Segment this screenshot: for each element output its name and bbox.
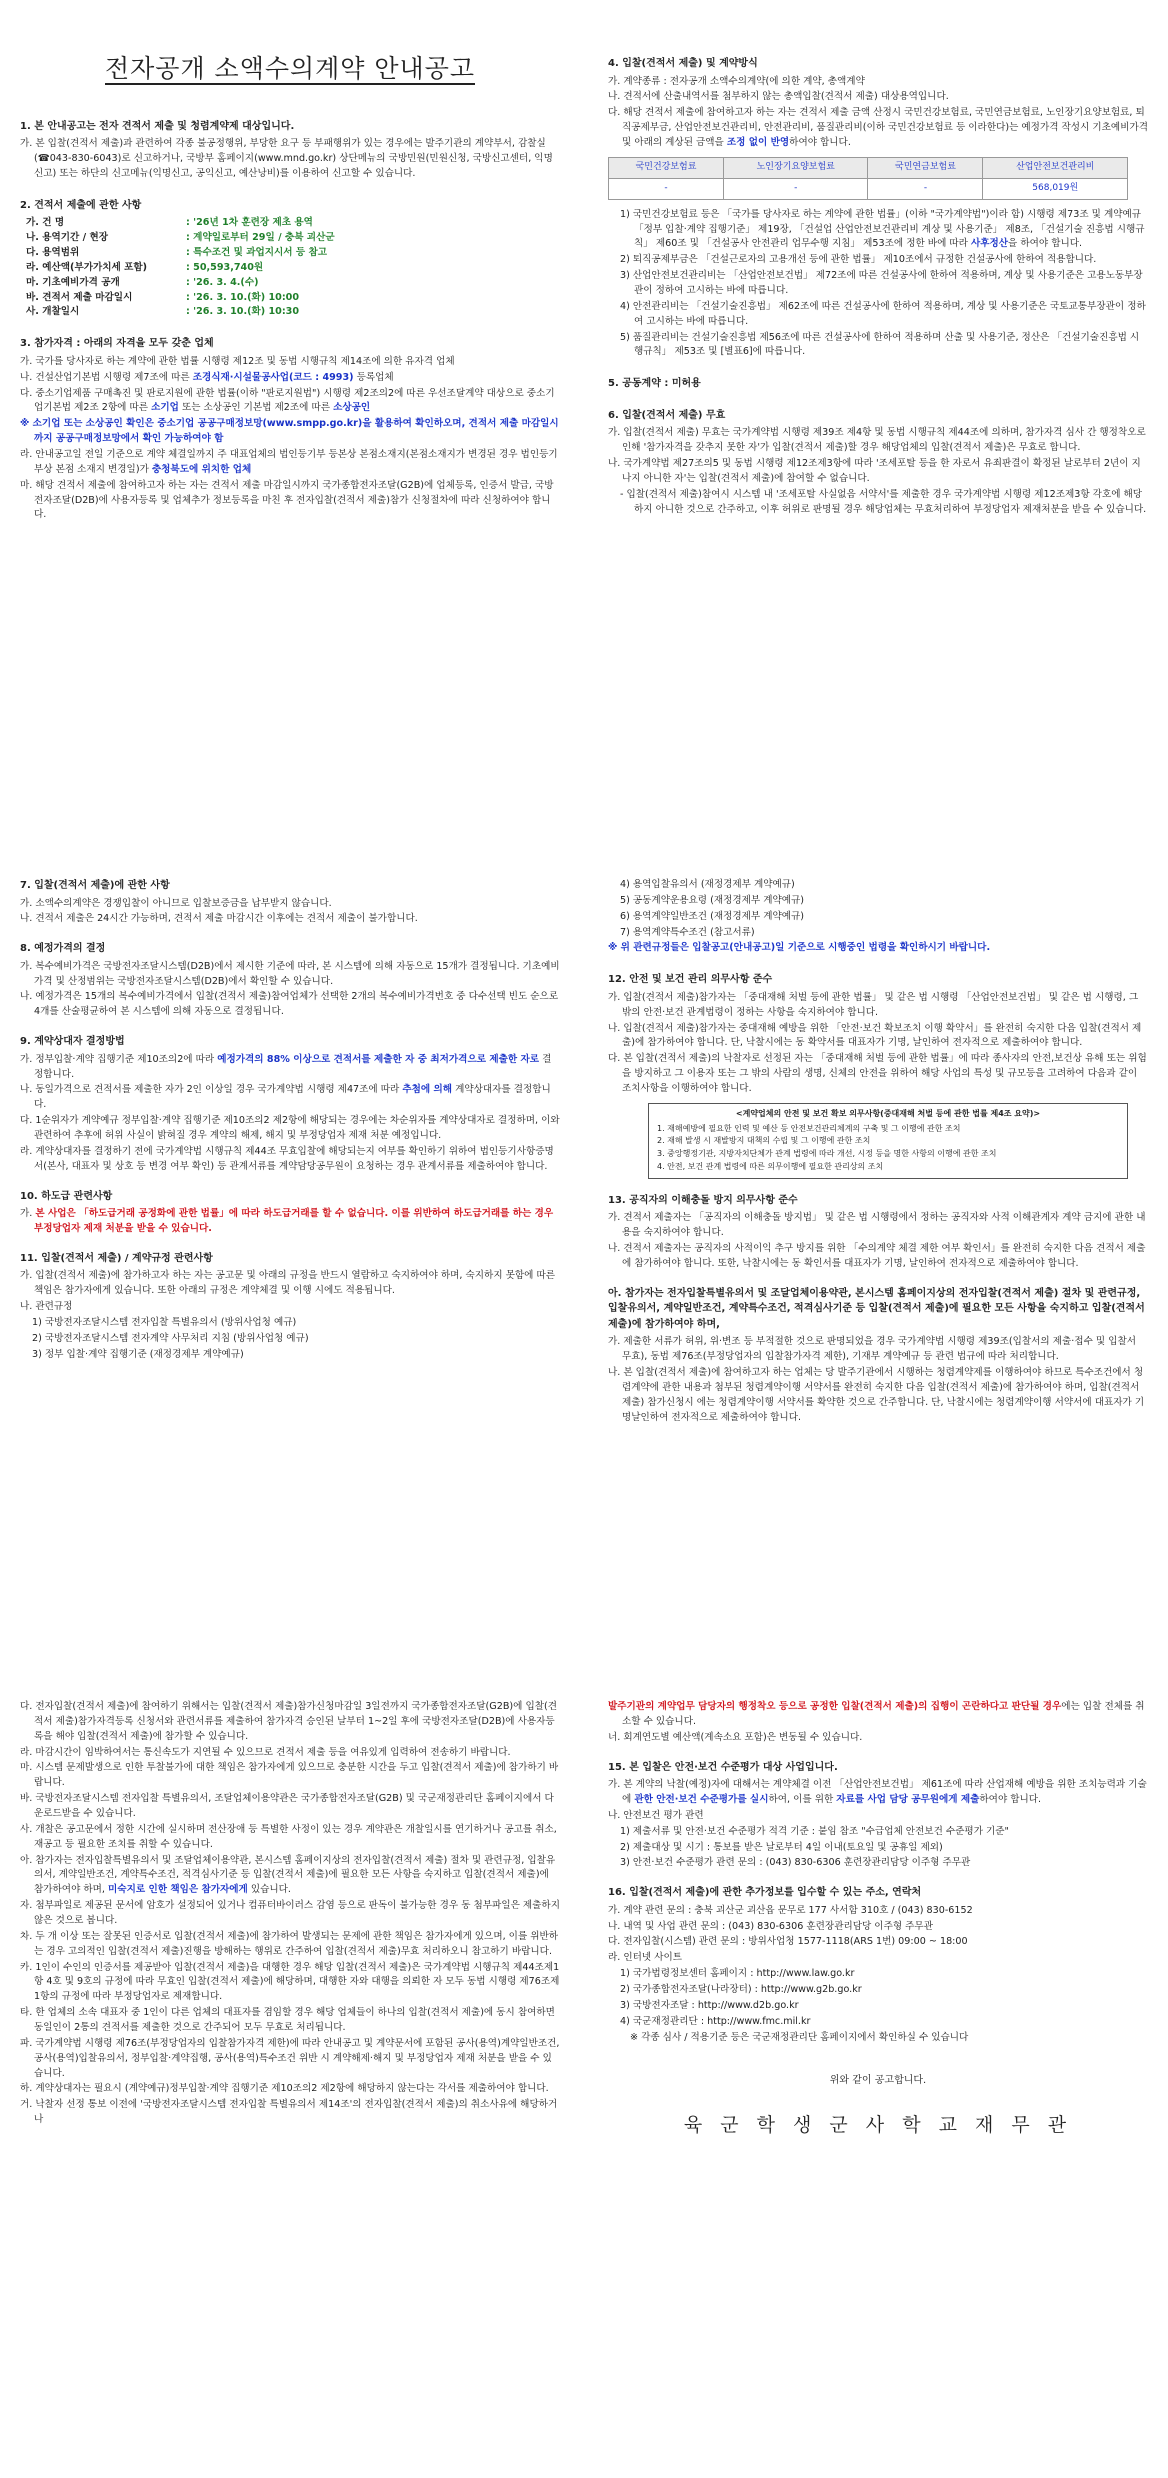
paragraph: 나. 건설산업기본법 시행령 제7조에 따른 조경식재·시설물공사업(코드 : 4993) 등록업체	[20, 371, 394, 383]
note: ※ 위 관련규정들은 입찰공고(안내공고)일 기준으로 시행중인 법령을 확인하시기 바랍니다.	[608, 942, 991, 954]
site-link[interactable]: 2) 국가종합전자조달(나라장터) : http://www.g2b.go.kr	[620, 1984, 862, 1996]
list-item: 3) 안전·보건 수준평가 관련 문의 : (043) 830-6306 훈련장관리담당 이주형 주무관	[620, 1857, 971, 1869]
paragraph: 2) 퇴직공제부금은 「건설근로자의 고용개선 등에 관한 법률」 제10조에서 규정한 건설공사에 한하여 적용합니다.	[620, 254, 1097, 266]
info-row: 다. 용역범위 : 특수조건 및 과업지시서 등 참고	[26, 247, 328, 259]
paragraph: 나. 견적서에 산출내역서를 첨부하지 않는 총액입찰(견적서 제출) 대상용역입니다.	[608, 91, 949, 103]
box-item: 3. 중앙행정기관, 지방자치단체가 관계 법령에 따라 개선, 시정 등을 명한 사항의 이행에 관한 조치	[657, 1149, 997, 1159]
paragraph: 나. 예정가격은 15개의 복수예비가격에서 입찰(견적서 제출)참여업체가 선택한 2개의 복수예비가격번호 중 다수선택 빈도 순으로 4개를 산술평균하여 본 시스템에 의해 자동으로 결정됩니다.	[20, 991, 559, 1018]
section-11	[20, 1251, 560, 1363]
paragraph: 가. 견적서 제출자는 「공직자의 이해충돌 방지법」 및 같은 법 시행령에서 정하는 공직자와 사적 이해관계자 계약 금지에 관한 내용을 숙지하여야 합니다.	[608, 1212, 1146, 1239]
section-14	[608, 1286, 1148, 1426]
section-8	[20, 941, 560, 1020]
section-heading: 6. 입찰(견적서 제출) 무효	[608, 409, 726, 421]
paragraph: 나. 국가계약법 제27조의5 및 동법 시행령 제12조제3항에 따라 '조세포탈 등을 한 자로서 유죄판결이 확정된 날로부터 2년이 지나지 아니한 자'는 입찰(견적서 제출)에 참여할 수 없습니다.	[608, 457, 1141, 484]
table-cell: -	[868, 178, 983, 199]
section-11-cont	[608, 878, 1148, 956]
info-row: 마. 기초예비가격 공개 : '26. 3. 4.(수)	[26, 276, 259, 288]
paragraph: 라. 안내공고일 전일 기준으로 계약 체결일까지 주 대표업체의 법인등기부 등본상 본점소재지(본점소재지가 변경된 경우 법인등기부상 본점 소재지 변경일)가 충청북도에 위치한 업체	[20, 449, 558, 475]
table-header: 국민건강보험료	[609, 157, 724, 178]
paragraph: 가. 제출한 서류가 허위, 위·변조 등 부적절한 것으로 판명되었을 경우 국가계약법 시행령 제39조(입찰서의 제출·접수 및 입찰서 무효), 동법 제76조(부정당업자의 입찰참가자격 제한), 기재부 계약예규 등 관련 법규에 따라 처리합니다.	[608, 1336, 1137, 1363]
box-item: 2. 재해 발생 시 재발방지 대책의 수립 및 그 이행에 관한 조치	[657, 1136, 871, 1146]
paragraph: 나. 견적서 제출자는 공직자의 사적이익 추구 방지를 위한 「수의계약 체결 제한 여부 확인서」를 완전히 숙지한 다음 견적서 제출에 참가하여야 합니다. 또한, 낙찰시에는 동 확인서를 대표자가 기명, 날인하여 전자적으로 제출하여야 합니다.	[608, 1243, 1146, 1269]
table-cell: -	[724, 178, 868, 199]
section-heading: 5. 공동계약 : 미허용	[608, 378, 701, 390]
column-2-right	[608, 878, 1148, 1436]
list-item: 4) 용역입찰유의서 (재정경제부 계약예규)	[620, 879, 795, 890]
paragraph: 나. 입찰(견적서 제출)참가자는 중대재해 예방을 위한 「안전·보건 확보조치 이행 확약서」를 완전히 숙지한 다음 입찰(견적서 제출)에 참가하여야 합니다. 단, 낙찰시에는 동 확약서를 대표자가 기명, 날인하여 전자적으로 제출하여야 합니다.	[608, 1022, 1142, 1049]
box-item: 1. 재해예방에 필요한 인력 및 예산 등 안전보건관리체계의 구축 및 그 이행에 관한 조치	[657, 1123, 961, 1133]
list-item: 2) 국방전자조달시스템 전자계약 사무처리 지침 (방위사업청 예규)	[32, 1332, 309, 1344]
paragraph: 가. 국가를 당사자로 하는 계약에 관한 법률 시행령 제12조 및 동법 시행규칙 제14조에 의한 유자격 업체	[20, 355, 455, 367]
section-heading: 3. 참가자격 : 아래의 자격을 모두 갖춘 업체	[20, 338, 214, 350]
section-heading: 11. 입찰(견적서 제출) / 계약규정 관련사항	[20, 1252, 213, 1264]
paragraph: 가. 복수예비가격은 국방전자조달시스템(D2B)에서 제시한 기준에 따라, 본 시스템에 의해 자동으로 15개가 결정됩니다. 기초예비가격 및 산정범위는 국방전자조달시스템(D2B)에서 확인할 수 있습니다.	[20, 960, 560, 987]
paragraph: 다. 중소기업제품 구매촉진 및 판로지원에 관한 법률(이하 "판로지원법") 시행령 제2조의2에 따른 우선조달계약 대상으로 중소기업기본법 제2조 2항에 따른 소기업 또는 소상공인 기본법 제2조에 따른 소상공인	[20, 387, 555, 414]
section-heading: 9. 계약상대자 결정방법	[20, 1036, 125, 1048]
paragraph: 카. 1인이 수인의 인증서를 제공받아 입찰(견적서 제출)을 대행한 경우 해당 입찰(견적서 제출)은 국가계약법 시행규칙 제44조제1항 4호 및 9호의 규정에 따라 무효인 입찰(견적서 제출)에 해당하며, 대행한 자와 대행을 의뢰한 자 모두 동법 시행령 제76조제1항의 규정에 따라 부정당업자로 제재합니다.	[20, 1961, 560, 2003]
paragraph: 라. 계약상대자를 결정하기 전에 국가계약법 시행규칙 제44조 무효입찰에 해당되는지 여부를 확인하기 위하여 법인등기사항증명서(본사, 대표자 및 상호 등 변경 여부 확인) 등 관계서류를 계약담당공무원이 요청하는 경우 관계서류를 제출하여야 합니다.	[20, 1145, 554, 1172]
list-item: 1) 제출서류 및 안전·보건 수준평가 적격 기준 : 붙임 참조 "수급업체 안전보건 수준평가 기준"	[620, 1825, 1009, 1837]
paragraph: - 입찰(견적서 제출)참여시 시스템 내 '조세포탈 사실없음 서약서'를 제출한 경우 국가계약법 시행령 제12조제3항 각호에 해당하지 아니한 것으로 간주하고, 이후 허위로 판명될 경우 해당업체는 무효처리하여 부정당업자 제재처분을 받을 수 있습니다.	[620, 488, 1147, 515]
paragraph: 타. 한 업체의 소속 대표자 중 1인이 다른 업체의 대표자를 겸임할 경우 해당 업체들이 하나의 입찰(견적서 제출)에 동시 참여하면 동일인이 2통의 견적서를 제출한 것으로 간주되어 모두 무효로 처리됩니다.	[20, 2007, 555, 2034]
column-3-left	[20, 1700, 560, 2139]
table-header: 국민연금보험료	[868, 157, 983, 178]
section-heading: 2. 견적서 제출에 관한 사항	[20, 199, 142, 211]
note: ※ 각종 심사 / 적용기준 등은 국군재정관리단 홈페이지에서 확인하실 수 있습니다	[630, 2031, 969, 2043]
note: ※ 소기업 또는 소상공인 확인은 중소기업 공공구매정보망(www.smpp.go.kr)을 활용하여 확인하오며, 견적서 제출 마감일시까지 공공구매정보망에서 확인 가능하여야 함	[20, 418, 559, 445]
section-1	[20, 119, 560, 182]
paragraph: 가. 본 사업은 「하도급거래 공정화에 관한 법률」에 따라 하도급거래를 할 수 없습니다. 이를 위반하여 하도급거래를 하는 경우 부정당업자 제재 처분을 받을 수 있습니다.	[20, 1208, 554, 1234]
paragraph: 가. 입찰(견적서 제출)에 참가하고자 하는 자는 공고문 및 아래의 규정을 반드시 열람하고 숙지하여야 하며, 숙지하지 못함에 따른 책임은 참가자에게 있습니다. 또한 아래의 규정은 계약체결 및 이행 시에도 적용됩니다.	[20, 1270, 556, 1297]
paragraph: 라. 마감시간이 임박하여서는 통신속도가 지연될 수 있으므로 견적서 제출 등을 여유있게 입력하여 전송하기 바랍니다.	[20, 1746, 511, 1758]
info-row: 가. 건 명 : '26년 1차 훈련장 제초 용역	[26, 217, 313, 229]
info-row: 라. 예산액(부가가치세 포함) : 50,593,740원	[26, 261, 264, 273]
section-16	[608, 1885, 1148, 2045]
column-1-right	[608, 56, 1148, 528]
section-9	[20, 1034, 560, 1174]
section-heading: 8. 예정가격의 결정	[20, 943, 106, 955]
paragraph: 다. 본 입찰(견적서 제출)의 낙찰자로 선정된 자는 「중대재해 처벌 등에 관한 법률」에 따라 종사자의 안전,보건상 유해 또는 위험을 방지하고 그 이용자 또는 그 밖의 사람의 생명, 신체의 안전을 위하여 해당 사업의 특성 및 규모등을 고려하여 다음과 같이 조치사항을 이행하여야 합니다.	[608, 1053, 1147, 1094]
section-heading: 10. 하도급 관련사항	[20, 1190, 113, 1202]
section-heading: 13. 공직자의 이해충돌 방지 의무사항 준수	[608, 1194, 798, 1206]
column-1-left	[20, 40, 560, 534]
section-3	[20, 336, 560, 523]
paragraph: 나. 관련규정	[20, 1300, 73, 1312]
paragraph: 마. 시스템 문제발생으로 인한 투찰불가에 대한 책임은 참가자에게 있으므로 충분한 시간을 두고 입찰(견적서 제출)에 참가하기 바랍니다.	[20, 1762, 559, 1789]
paragraph: 5) 품질관리비는 건설기술진흥법 제56조에 따른 건설공사에 한하여 적용하며 산출 및 사용기준, 정산은 「건설기술진흥법 시행규칙」 제53조 및 [별표6]에 따릅니다.	[620, 331, 1140, 358]
paragraph: 다. 전자입찰(견적서 제출)에 참여하기 위해서는 입찰(견적서 제출)참가신청마감일 3일전까지 국가종합전자조달(G2B)에 입찰(견적서 제출)참가자격등록 신청서와 관련서류를 제출하여 참가자격 승인된 날부터 1~2일 후에 국방전자조달(D2B)에 사용자등록을 해야 입찰(견적서 제출)에 참가할 수 있습니다.	[20, 1701, 558, 1742]
contact-line: 라. 인터넷 사이트	[608, 1952, 683, 1964]
table-header: 산업안전보건관리비	[983, 157, 1128, 178]
contact-line: 나. 내역 및 사업 관련 문의 : (043) 830-6306 훈련장관리담당 이주형 주무관	[608, 1920, 933, 1932]
obligation-box	[648, 1103, 1128, 1179]
paragraph: 나. 본 입찰(견적서 제출)에 참여하고자 하는 업체는 당 발주기관에서 시행하는 청렴계약제를 이행하여야 하므로 특수조건에서 청렴계약에 관한 내용과 첨부된 청렴계약이행 서약서를 완전히 숙지한 다음 입찰(견적서 제출)에 참가하여야 하며, 입찰(견적서 제출) 참가신청시 에는 청렴계약이행 서약서를 확약한 것으로 간주합니다. 단, 낙찰시에는 청렴계약이행 서약서에 대표자가 기명날인하여 전자적으로 제출하여야 합니다.	[608, 1366, 1145, 1423]
section-13	[608, 1193, 1148, 1272]
paragraph: 아. 참가자는 전자입찰특별유의서 및 조달업체이용약관, 본시스템 홈페이지상의 전자입찰(견적서 제출) 절차 및 관련규정, 입찰유의서, 계약일반조건, 계약특수조건, 적격심사기준 등 입찰(견적서 제출)에 필요한 모든 사항을 숙지하고 입찰(견적서 제출)에 참가하여야 하며, 미숙지로 인한 책임은 참가자에게 있습니다.	[20, 1854, 556, 1896]
paragraph: 가. 본 입찰(견적서 제출)과 관련하여 각종 불공정행위, 부당한 요구 등 부패행위가 있는 경우에는 발주기관의 계약부서, 감찰실(☎043-830-6043)로 신고하거나, 국방부 홈페이지(www.mnd.go.kr) 상단메뉴의 국방민원(민원신청, 국방신고센터, 익명신고) 또는 하단의 신고메뉴(익명신고, 공익신고, 예산낭비)를 이용하여 신고할 수 있습니다.	[20, 138, 553, 179]
paragraph: 4) 안전관리비는 「건설기술진흥법」 제62조에 따른 건설공사에 한하여 적용하며, 계상 및 사용기준은 국토교통부장관이 정하여 고시하는 바에 따릅니다.	[620, 300, 1146, 327]
info-row: 나. 용역기간 / 현장 : 계약일로부터 29일 / 충북 괴산군	[26, 232, 335, 244]
paragraph: 자. 첨부파일로 제공된 문서에 암호가 설정되어 있거나 컴퓨터바이러스 감염 등으로 판독이 불가능한 경우 동 첨부파일은 제출하지 않은 것으로 봅니다.	[20, 1900, 560, 1927]
paragraph: 바. 국방전자조달시스템 전자입찰 특별유의서, 조달업체이용약관은 국가종합전자조달(G2B) 및 국군재정관리단 홈페이지에서 다운로드받을 수 있습니다.	[20, 1793, 554, 1820]
paragraph: 나. 동일가격으로 견적서를 제출한 자가 2인 이상일 경우 국가계약법 시행령 제47조에 따라 추첨에 의해 계약상대자를 결정합니다.	[20, 1084, 551, 1111]
paragraph: 가. 입찰(견적서 제출)참가자는 「중대재해 처벌 등에 관한 법률」 및 같은 법 시행령 「산업안전보건법」 및 같은 법 시행령, 그 밖의 안전·보건 관계법령이 정하는 사항을 숙지하여야 합니다.	[608, 991, 1139, 1018]
info-row: 바. 견적서 제출 마감일시 : '26. 3. 10.(화) 10:00	[26, 291, 300, 303]
paragraph: 발주기관의 계약업무 담당자의 행정착오 등으로 공정한 입찰(견적서 제출)의 집행이 곤란하다고 판단될 경우에는 입찰 전체를 취소할 수 있습니다.	[608, 1701, 1145, 1727]
section-14-cont2	[608, 1700, 1148, 1746]
paragraph: 3) 산업안전보건관리비는 「산업안전보건법」 제72조에 따른 건설공사에 한하여 적용하며, 계상 및 사용기준은 고용노동부장관이 정하여 고시하는 바에 따릅니다.	[620, 270, 1143, 296]
paragraph: 마. 해당 견적서 제출에 참여하고자 하는 자는 견적서 제출 마감일시까지 국가종합전자조달(G2B)에 업체등록, 인증서 발급, 국방전자조달(D2B)에 사용자등록 및 업체추가 정보등록을 마친 후 전자입찰(견적서 제출)참가 신청절차에 따라 신청하여야 합니다.	[20, 479, 554, 521]
paragraph: 차. 두 개 이상 또는 잘못된 인증서로 입찰(견적서 제출)에 참가하여 발생되는 문제에 관한 책임은 참가자에게 있으며, 이를 위반하는 경우 고의적인 입찰(견적서 제출)진행을 방해하는 행위로 간주하여 입찰(견적서 제출)무효 처리하오니 참고하기 바랍니다.	[20, 1930, 559, 1957]
column-3-right	[608, 1700, 1148, 2140]
list-item: 6) 용역계약일반조건 (재정경제부 계약예규)	[620, 910, 805, 922]
paragraph: 가. 계약종류 : 전자공개 소액수의계약(에 의한 계약, 총액계약	[608, 75, 865, 87]
section-4	[608, 56, 1148, 360]
list-item: 2) 제출대상 및 시기 : 통보를 받은 날로부터 4일 이내(토요일 및 공휴일 제외)	[620, 1841, 943, 1853]
paragraph: 가. 본 계약의 낙찰(예정)자에 대해서는 계약체결 이전 「산업안전보건법」 제61조에 따라 산업재해 예방을 위한 조치능력과 기술에 관한 안전·보건 수준평가를 실시하여, 이를 위한 자료를 사업 담당 공무원에게 제출하여야 합니다.	[608, 1779, 1147, 1805]
paragraph: 가. 정부입찰·계약 집행기준 제10조의2에 따라 예정가격의 88% 이상으로 견적서를 제출한 자 중 최저가격으로 제출한 자로 결정합니다.	[20, 1053, 552, 1080]
paragraph: 다. 1순위자가 계약예규 정부입찰·계약 집행기준 제10조의2 제2항에 해당되는 경우에는 차순위자를 계약상대자로 결정하며, 이와 관련하여 추후에 허위 사실이 밝혀질 경우 계약의 해제, 해지 및 부정당업자 제재 처분 예정입니다.	[20, 1115, 560, 1141]
site-link[interactable]: 3) 국방전자조달 : http://www.d2b.go.kr	[620, 1999, 799, 2011]
section-10	[20, 1189, 560, 1237]
box-title: <계약업체의 안전 및 보건 확보 의무사항(중대재해 처벌 등에 관한 법률 제4조 요약)>	[735, 1108, 1041, 1118]
paragraph: 하. 계약상대자는 필요시 (계약예규)정부입찰·계약 집행기준 제10조의2 제2항에 해당하지 않는다는 각서를 제출하여야 합니다.	[20, 2083, 549, 2095]
paragraph: 사. 개찰은 공고문에서 정한 시간에 실시하며 전산장애 등 특별한 사정이 있는 경우 계약관은 개찰일시를 연기하거나 공고를 취소, 재공고 등 필요한 조치를 취할 수 있습니다.	[20, 1823, 557, 1850]
contact-line: 다. 전자입찰(시스템) 관련 문의 : 방위사업청 1577-1118(ARS 1번) 09:00 ~ 18:00	[608, 1936, 968, 1948]
closing-text: 위와 같이 공고합니다.	[829, 2075, 927, 2087]
paragraph: 다. 해당 견적서 제출에 참여하고자 하는 자는 견적서 제출 금액 산정시 국민건강보험료, 국민연금보험료, 노인장기요양보험료, 퇴직공제부금, 산업안전보건관리비, 안전관리비, 품질관리비(이하 국민건강보험료 등 이라한다)는 예정가격 작성시 기초예비가격 및 아래의 계상된 금액을 조정 없이 반영하여야 합니다.	[608, 107, 1148, 148]
site-link[interactable]: 1) 국가법령정보센터 홈페이지 : http://www.law.go.kr	[620, 1968, 855, 1980]
insurance-table	[608, 157, 1128, 200]
section-15	[608, 1760, 1148, 1872]
section-7	[20, 878, 560, 927]
box-item: 4. 안전, 보건 관계 법령에 따른 의무이행에 필요한 관리상의 조치	[657, 1162, 884, 1171]
section-heading: 4. 입찰(견적서 제출) 및 계약방식	[608, 58, 758, 69]
paragraph: 1) 국민건강보험료 등은 「국가를 당사자로 하는 계약에 관한 법률」(이하 "국가계약법")이라 함) 시행령 제73조 및 계약예규 「정부 입찰·계약 집행기준」 제19장, 「건설업 산업안전보건관리비 계상 및 사용기준」 제8조, 「건설기술 진흥법 시행규칙」 제60조 및 「건설공사 안전관리 업무수행 지침」 제53조에 정한 바에 따라 사후정산을 하여야 합니다.	[620, 208, 1145, 250]
contact-line: 가. 계약 관련 문의 : 충북 괴산군 괴산읍 문무로 177 사서함 310호 / (043) 830-6152	[608, 1904, 973, 1916]
section-heading: 7. 입찰(견적서 제출)에 관한 사항	[20, 880, 170, 891]
section-2	[20, 198, 560, 321]
section-14-cont	[20, 1700, 560, 2128]
section-5	[608, 376, 1148, 392]
paragraph: 나. 견적서 제출은 24시간 가능하며, 견적서 제출 마감시간 이후에는 견적서 제출이 불가합니다.	[20, 913, 418, 925]
table-cell: 568,019원	[983, 178, 1128, 199]
section-heading: 16. 입찰(견적서 제출)에 관한 추가정보를 입수할 수 있는 주소, 연락처	[608, 1887, 922, 1899]
table-cell: -	[609, 178, 724, 199]
section-heading: 1. 본 안내공고는 전자 견적서 제출 및 청렴계약제 대상입니다.	[20, 120, 295, 132]
table-header: 노인장기요양보험료	[724, 157, 868, 178]
column-2-left	[20, 878, 560, 1373]
paragraph: 가. 소액수의계약은 경쟁입찰이 아니므로 입찰보증금을 납부받지 않습니다.	[20, 897, 332, 909]
paragraph: 나. 안전보건 평가 관련	[608, 1809, 704, 1821]
list-item: 5) 공동계약운용요령 (재정경제부 계약예규)	[620, 894, 805, 906]
document-title: 전자공개 소액수의계약 안내공고	[105, 54, 475, 83]
site-link[interactable]: 4) 국군재정관리단 : http://www.fmc.mil.kr	[620, 2015, 811, 2027]
section-heading: 12. 안전 및 보건 관리 의무사항 준수	[608, 974, 773, 986]
section-heading: 15. 본 입찰은 안전·보건 수준평가 대상 사업입니다.	[608, 1761, 838, 1773]
paragraph: 파. 국가계약법 시행령 제76조(부정당업자의 입찰참가자격 제한)에 따라 안내공고 및 계약문서에 포함된 공사(용역)계약일반조건, 공사(용역)입찰유의서, 정부입찰·계약집행, 공사(용역)특수조건 위반 시 계약해제·해지 및 부정당업자 제재 처분을 받을 수 있습니다.	[20, 2037, 560, 2079]
section-heading: 아. 참가자는 전자입찰특별유의서 및 조달업체이용약관, 본시스템 홈페이지상의 전자입찰(견적서 제출) 절차 및 관련규정, 입찰유의서, 계약일반조건, 계약특수조건, 적격심사기준 등 입찰(견적서 제출)에 필요한 모든 사항을 숙지하고 입찰(견적서 제출)에 참가하여야 하며,	[608, 1287, 1145, 1330]
list-item: 1) 국방전자조달시스템 전자입찰 특별유의서 (방위사업청 예규)	[32, 1316, 297, 1328]
list-item: 3) 정부 입찰·계약 집행기준 (재정경제부 계약예규)	[32, 1348, 244, 1360]
paragraph: 가. 입찰(견적서 제출) 무효는 국가계약법 시행령 제39조 제4항 및 동법 시행규칙 제44조에 의하며, 참가자격 심사 간 행정착오로 인해 '참가자격을 갖추지 못한 자'가 입찰(견적서 제출)할 경우 해당업체의 입찰(견적서 제출)은 무효로 합니다.	[608, 427, 1146, 454]
list-item: 7) 용역계약특수조건 (참고서류)	[620, 926, 755, 938]
section-12	[608, 972, 1148, 1179]
section-6	[608, 408, 1148, 518]
paragraph: 거. 낙찰자 선정 통보 이전에 '국방전자조달시스템 전자입찰 특별유의서 제14조'의 전자입찰(견적서 제출)의 취소사유에 해당하거나	[20, 2099, 558, 2126]
paragraph: 너. 회계연도별 예산액(계속소요 포함)은 변동될 수 있습니다.	[608, 1731, 863, 1743]
signer: 육 군 학 생 군 사 학 교 재 무 관	[683, 2113, 1073, 2136]
info-row: 사. 개찰일시 : '26. 3. 10.(화) 10:30	[26, 306, 300, 318]
